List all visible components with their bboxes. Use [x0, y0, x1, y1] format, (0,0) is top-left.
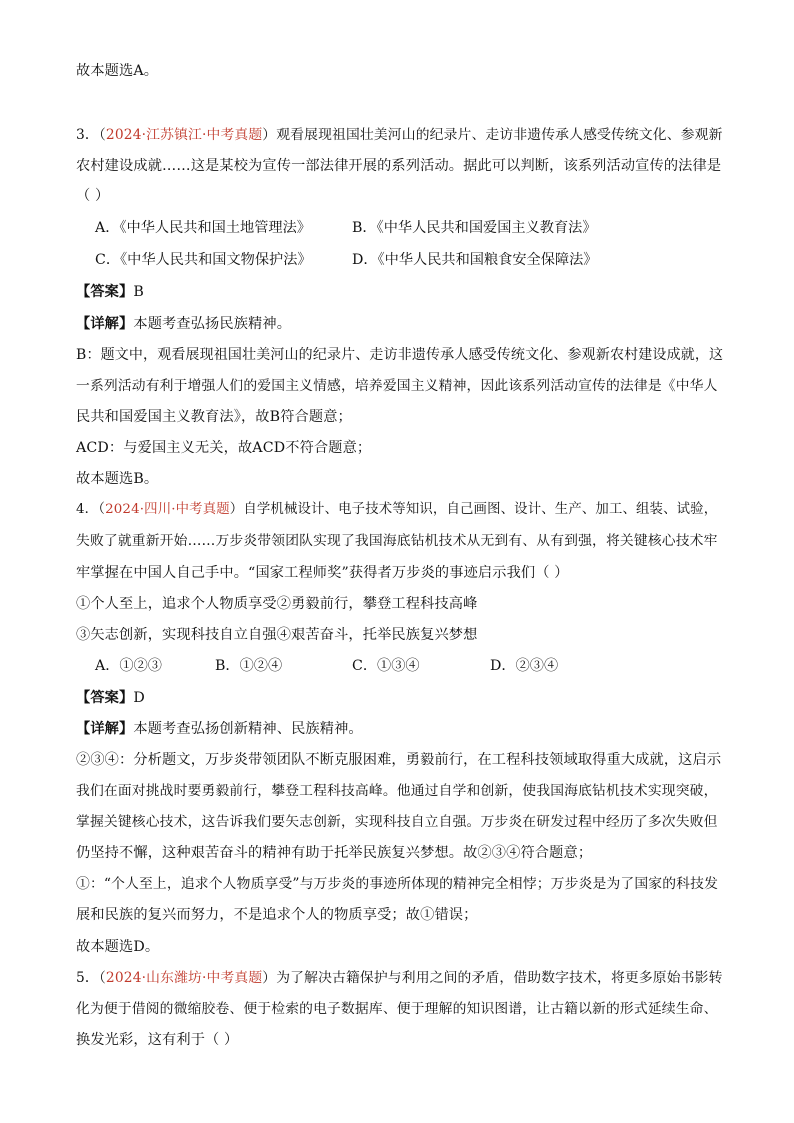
q5-source: 2024·山东潍坊·中考真题	[105, 970, 263, 986]
q5-stem-line-3: 换发光彩，这有利于（ ）	[76, 1032, 239, 1048]
intro-conclusion: 故本题选A。	[76, 63, 159, 79]
q4-option-c: C．①③④	[352, 658, 420, 674]
q4-answer	[76, 688, 726, 708]
q3-source: 2024·江苏镇江·中考真题	[105, 127, 263, 143]
q3-option-d: D．《中华人民共和国粮食安全保障法》	[352, 252, 598, 268]
q4-conclusion: 故本题选D。	[76, 939, 160, 955]
q4-detail-label: 【详解】	[76, 721, 134, 737]
q3-explanation-line-1: B：题文中，观看展现祖国壮美河山的纪录片、走访非遗传承人感受传统文化、参观新农村建设成就，这	[76, 347, 724, 363]
q4-explanation-line-6: 展和民族的复兴而努力，不是追求个人的物质享受；故①错误；	[76, 907, 478, 923]
q5-stem-line-2: 化为便于借阅的微缩胶卷、便于检索的电子数据库、便于理解的知识图谱，让古籍以新的形式延续生命、	[76, 1001, 718, 1017]
q3-stem-text-1: 观看展现祖国壮美河山的纪录片、走访非遗传承人感受传统文化、参观新	[276, 127, 723, 143]
q4-source: 2024·四川·中考真题	[105, 502, 230, 517]
q4-answer-value: D	[133, 690, 145, 706]
q3-option-c: C．《中华人民共和国文物保护法》	[95, 252, 312, 268]
q3-conclusion: 故本题选B。	[76, 471, 159, 487]
q4-stem-line-1	[76, 500, 726, 520]
q3-answer-value: B	[133, 284, 144, 300]
q3-detail-label: 【详解】	[76, 316, 134, 332]
q4-explanation-line-1: ②③④：分析题文，万步炎带领团队不断克服困难，勇毅前行，在工程科技领域取得重大成就，这启示	[76, 752, 722, 768]
q4-explanation-line-3: 掌握关键核心技术，这告诉我们要矢志创新，实现科技自立自强。万步炎在研发过程中经历了多次失败但	[76, 814, 718, 830]
q5-stem-line-1	[76, 968, 726, 988]
q3-detail-text: 本题考查弘扬民族精神。	[133, 316, 292, 332]
q3-detail	[76, 314, 726, 334]
q4-statement-line-2: ③矢志创新，实现科技自立自强④艰苦奋斗，托举民族复兴梦想	[76, 627, 478, 643]
q3-answer	[76, 282, 726, 302]
q3-source-close: ）	[262, 127, 277, 143]
q3-stem-line-3: （ ）	[76, 188, 110, 204]
q3-stem-line-1	[76, 125, 726, 145]
q4-stem-line-2: 失败了就重新开始……万步炎带领团队实现了我国海底钻机技术从无到有、从有到强，将关键核心技术牢	[76, 533, 718, 549]
q4-explanation-line-2: 我们在面对挑战时要勇毅前行，攀登工程科技高峰。他通过自学和创新，使我国海底钻机技术实现突破，	[76, 783, 718, 799]
q3-explanation-line-3: 民共和国爱国主义教育法》，故B符合题意；	[76, 409, 352, 425]
q3-explanation-line-4: ACD：与爱国主义无关，故ACD不符合题意；	[76, 440, 372, 456]
q4-stem-line-3: 牢掌握在中国人自己手中。“国家工程师奖”获得者万步炎的事迹启示我们（ ）	[76, 565, 569, 581]
q5-source-close: ）	[262, 970, 277, 986]
q4-number: 4．（	[76, 502, 106, 517]
q4-option-a: A．①②③	[95, 658, 162, 674]
q3-option-b: B．《中华人民共和国爱国主义教育法》	[352, 220, 597, 236]
q4-detail-text: 本题考查弘扬创新精神、民族精神。	[133, 721, 363, 737]
q4-detail	[76, 719, 726, 739]
q4-option-b: B．①②④	[215, 658, 283, 674]
q4-answer-label: 【答案】	[76, 690, 134, 706]
q3-number: 3．（	[76, 127, 106, 143]
q4-explanation-line-4: 仍坚持不懈，这种艰苦奋斗的精神有助于托举民族复兴梦想。故②③④符合题意；	[76, 845, 593, 861]
q4-source-close: ）	[229, 502, 244, 517]
q4-statement-line-1: ①个人至上，追求个人物质享受②勇毅前行，攀登工程科技高峰	[76, 596, 478, 612]
q4-stem-text-1: 自学机械设计、电子技术等知识，自己画图、设计、生产、加工、组装、试验，	[243, 502, 718, 517]
q4-explanation-line-5: ①：“个人至上，追求个人物质享受”与万步炎的事迹所体现的精神完全相悖；万步炎是为了国家的科技发	[76, 876, 719, 892]
q3-answer-label: 【答案】	[76, 284, 134, 300]
q3-explanation-line-2: 一系列活动有利于增强人们的爱国主义情感，培养爱国主义精神，因此该系列活动宣传的法律是《中华人	[76, 378, 718, 394]
q5-stem-text-1: 为了解决古籍保护与利用之间的矛盾，借助数字技术，将更多原始书影转	[276, 970, 723, 986]
q5-number: 5．（	[76, 970, 106, 986]
q3-option-a: A．《中华人民共和国土地管理法》	[95, 220, 311, 236]
q4-option-d: D．②③④	[490, 658, 559, 674]
q3-stem-line-2: 农村建设成就……这是某校为宣传一部法律开展的系列活动。据此可以判断，该系列活动宣传的法律是	[76, 158, 722, 174]
